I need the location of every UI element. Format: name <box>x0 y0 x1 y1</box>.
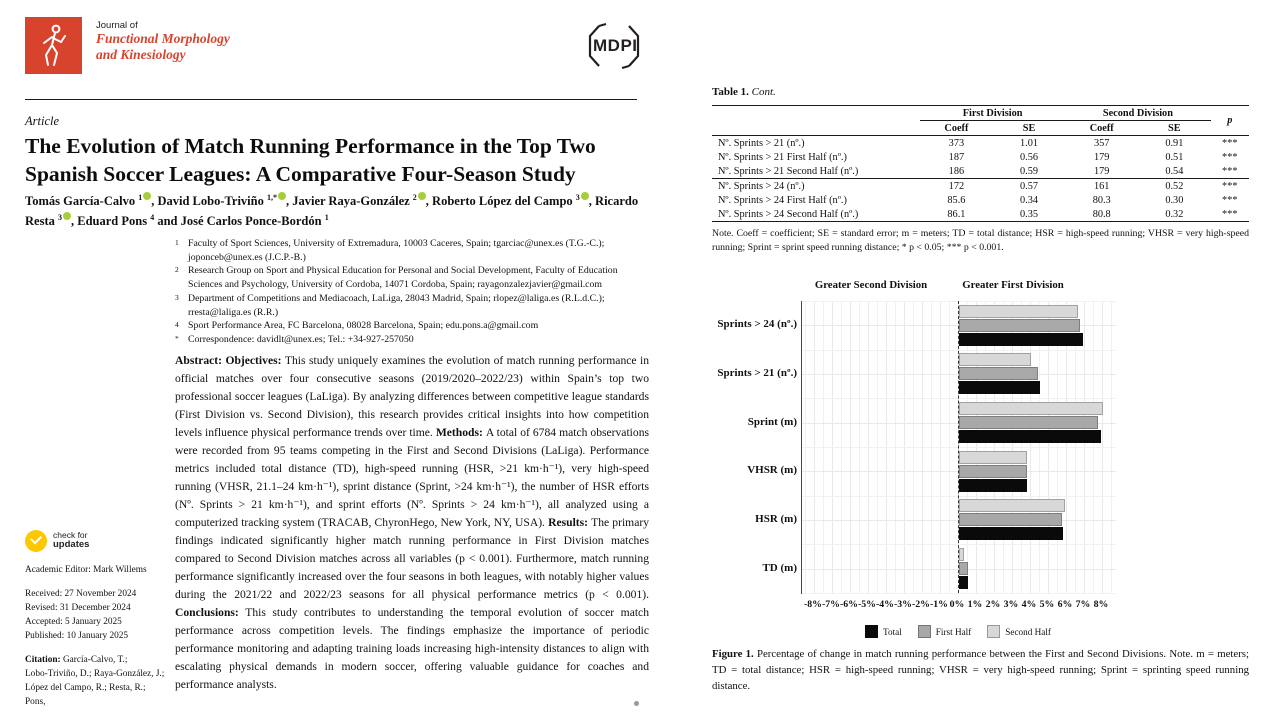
value-cell: 0.54 <box>1165 165 1184 177</box>
bar-first-half <box>959 513 1062 526</box>
x-tick-label: -4% <box>876 599 894 610</box>
value-cell: 161 <box>1065 179 1138 194</box>
citation-line: Lobo-Triviño, D.; Raya-González, J.; <box>25 668 165 679</box>
table-caption-number: Table 1. <box>712 86 749 98</box>
value-cell: *** <box>1222 151 1238 163</box>
table-row <box>712 136 1249 151</box>
legend-item-second-half <box>987 625 1051 638</box>
history-date-line: Accepted: 5 January 2025 <box>25 616 122 627</box>
figure-caption <box>712 646 1249 695</box>
legend-swatch <box>918 625 931 638</box>
category-label: TD (m) <box>762 561 797 574</box>
author-sup: 1,* <box>266 193 277 202</box>
figure-caption-text: Percentage of change in match running performance between the First and Second Divisions. Note. m = meters; TD = total distance; HSR = high-speed running; VHSR = very high-speed running; Sprint = sprinting speed running distance. <box>712 648 1250 693</box>
legend-swatch <box>865 625 878 638</box>
value-cell: 0.91 <box>1165 137 1184 149</box>
table-corner-cell <box>712 106 920 136</box>
row-label-cell: Nº. Sprints > 24 Second Half (nº.) <box>712 207 920 222</box>
table-sub-header: Coeff <box>920 121 993 136</box>
affiliation-sup: * <box>175 333 179 343</box>
history-date-line: Revised: 31 December 2024 <box>25 602 131 613</box>
value-cell: 357 <box>1093 137 1110 149</box>
affiliation-item <box>175 333 648 347</box>
x-tick-label: -7% <box>822 599 840 610</box>
abstract-label: Results: <box>548 516 592 530</box>
bar-first-half <box>959 367 1038 380</box>
page-indicator-dot <box>634 701 639 706</box>
affiliation-item <box>175 292 648 319</box>
author-sup: 3 <box>575 193 580 202</box>
x-tick-label: -8% <box>804 599 822 610</box>
table-p-header: p <box>1211 106 1249 136</box>
author-sup: 3 <box>57 212 62 222</box>
abstract-label: Conclusions: <box>175 606 246 620</box>
bar-second-half <box>959 353 1031 366</box>
table-body <box>712 136 1249 222</box>
history-date-line: Published: 10 January 2025 <box>25 630 129 641</box>
check-icon <box>25 530 47 552</box>
affiliation-sup: 1 <box>175 238 179 247</box>
citation-line: López del Campo, R.; Resta, R.; Pons, <box>25 682 146 707</box>
table-row <box>712 207 1249 222</box>
table-sub-header: SE <box>993 121 1065 136</box>
chart-header-left: Greater Second Division <box>814 279 928 291</box>
citation-label: Citation: <box>25 654 63 665</box>
legend-swatch <box>987 625 1000 638</box>
bar-first-half <box>959 465 1027 478</box>
badge-line2: updates <box>53 539 90 551</box>
value-cell: 0.34 <box>1020 194 1039 206</box>
authors-line: Tomás García-Calvo $^1$ , David Lobo-Triviño $^{1,*}$ , Javier Raya-González $^2$ , Roberto López del Campo $^3$ , Ricardo Resta $^3$ , Eduard Pons $^4$ and José Carlos Ponce-Bordón $^1$ <box>25 193 639 228</box>
article-type-label: Article <box>25 114 60 128</box>
category-label: Sprint (m) <box>747 415 797 428</box>
value-cell: *** <box>1211 179 1249 194</box>
bar-first-half <box>959 319 1080 332</box>
value-cell: *** <box>1211 207 1249 222</box>
gridline <box>802 447 1116 448</box>
row-label-cell: Nº. Sprints > 21 (nº.) <box>718 137 805 149</box>
bar-total <box>959 527 1063 540</box>
legend-item-first-half <box>918 625 971 638</box>
header-divider <box>25 99 637 100</box>
academic-editor: Academic Editor: Mark Willems <box>25 565 147 575</box>
gridline <box>802 496 1116 497</box>
results-table <box>712 105 1249 222</box>
journal-name-line1: Functional Morphology <box>96 31 230 47</box>
orcid-icon[interactable] <box>63 212 71 220</box>
x-tick-label: 7% <box>1075 599 1091 610</box>
bar-total <box>959 381 1040 394</box>
row-label-cell: Nº. Sprints > 21 Second Half (nº.) <box>718 165 859 177</box>
affiliation-text: Department of Competitions and Mediacoach, LaLiga, 28043 Madrid, Spain; rlopez@laliga.es (R.L.d.C.); rresta@laliga.es (R.R.) <box>188 292 605 318</box>
value-cell: 80.8 <box>1065 207 1138 222</box>
affiliation-text: Research Group on Sport and Physical Education for Personal and Social Development, Faculty of Education Sciences and Psychology, University of Cordoba, 14071 Cordoba, Spain; rayagonzalezjavier@gmail.com <box>188 265 618 291</box>
bar-second-half <box>959 305 1078 318</box>
category-label: Sprints > 21 (nº.) <box>717 367 797 379</box>
category-label: Sprints > 24 (nº.) <box>717 318 797 331</box>
table-group-header: Second Division <box>1065 106 1210 121</box>
sidebar-meta <box>25 530 165 709</box>
check-for-updates-badge[interactable] <box>25 530 165 552</box>
value-cell: 0.35 <box>993 207 1065 222</box>
category-label: VHSR (m) <box>747 464 797 477</box>
table-sub-header: Coeff <box>1065 121 1138 136</box>
value-cell: *** <box>1222 165 1238 177</box>
journal-title-block <box>96 21 230 63</box>
chart-header-right: Greater First Division <box>962 279 1064 291</box>
value-cell: 0.56 <box>1020 151 1039 163</box>
table-row <box>712 150 1249 164</box>
value-cell: 179 <box>1093 165 1110 177</box>
row-label-cell: Nº. Sprints > 21 First Half (nº.) <box>718 151 847 163</box>
x-tick-label: 8% <box>1093 599 1109 610</box>
gridline <box>802 350 1116 351</box>
plot-area <box>801 301 1116 594</box>
history-dates <box>25 588 165 644</box>
value-cell: 179 <box>1093 151 1110 163</box>
table-row <box>712 164 1249 179</box>
x-tick-label: -1% <box>930 599 948 610</box>
bar-total <box>959 430 1101 443</box>
value-cell: 186 <box>948 165 965 177</box>
bar-second-half <box>959 499 1065 512</box>
table-row <box>712 179 1249 194</box>
table-note: Note. Coeff = coefficient; SE = standard error; m = meters; TD = total distance; HSR = high-speed running; VHSR = very high-speed running; Sprint = sprint speed running distance; * p < 0.05; *** p < 0.001. <box>712 228 1249 254</box>
bar-total <box>959 479 1027 492</box>
author-sup: 1 <box>138 193 143 202</box>
bar-second-half <box>959 451 1027 464</box>
affiliation-text: Sport Performance Area, FC Barcelona, 08028 Barcelona, Spain; edu.pons.a@gmail.com <box>188 320 539 332</box>
value-cell: *** <box>1222 194 1238 206</box>
orcid-icon[interactable] <box>581 192 589 200</box>
affiliation-text: Correspondence: davidlt@unex.es; Tel.: +34-927-257050 <box>188 333 414 345</box>
x-tick-label: 4% <box>1021 599 1037 610</box>
affiliations-list <box>175 237 648 347</box>
history-date-line: Received: 27 November 2024 <box>25 588 137 599</box>
gridline <box>802 544 1116 545</box>
citation-block <box>25 654 165 710</box>
author-sup: 2 <box>412 193 417 202</box>
figure-1-chart <box>705 279 1165 651</box>
value-cell: 373 <box>948 137 965 149</box>
gridline <box>802 398 1116 399</box>
legend-item-total <box>865 625 902 638</box>
badge-line1: check for <box>53 530 88 541</box>
x-tick-label: -5% <box>858 599 876 610</box>
affiliation-sup: 3 <box>175 292 179 302</box>
bar-total <box>959 333 1083 346</box>
value-cell: 86.1 <box>920 207 993 222</box>
bar-first-half <box>959 562 968 575</box>
value-cell: 0.51 <box>1165 151 1184 163</box>
abstract-label: Methods: <box>435 426 486 440</box>
table-header <box>712 106 1249 136</box>
mdpi-wordmark: MDPI <box>593 36 638 55</box>
badge-label <box>53 531 89 551</box>
affiliation-item <box>175 264 648 291</box>
legend-label: First Half <box>935 626 972 637</box>
x-tick-label: 1% <box>967 599 983 610</box>
mdpi-logo <box>583 23 645 69</box>
value-cell: 85.6 <box>947 194 966 206</box>
value-cell: 0.57 <box>993 179 1065 194</box>
x-tick-label: 3% <box>1003 599 1019 610</box>
journal-name-line2: and Kinesiology <box>96 47 186 63</box>
chart-legend <box>801 625 1115 638</box>
page-title: The Evolution of Match Running Performance in the Top Two Spanish Soccer Leagues: A Comparative Four-Season Study <box>25 134 596 186</box>
value-cell: 1.01 <box>1020 137 1039 149</box>
author-sup: 4 <box>150 212 155 222</box>
bar-second-half <box>959 402 1103 415</box>
citation-line: Citation: García-Calvo, T.; <box>25 654 128 665</box>
orcid-icon[interactable] <box>418 192 426 200</box>
x-tick-label: 5% <box>1039 599 1055 610</box>
affiliation-item <box>175 237 648 264</box>
x-tick-label: -3% <box>894 599 912 610</box>
table-caption <box>712 86 1249 98</box>
table-group-header: First Division <box>920 106 1065 121</box>
journal-prefix: Journal of <box>96 20 138 31</box>
value-cell: 187 <box>948 151 965 163</box>
value-cell: *** <box>1222 137 1238 149</box>
bar-second-half <box>959 548 964 561</box>
runner-icon <box>37 23 71 69</box>
category-label: HSR (m) <box>755 513 797 525</box>
gridline <box>802 593 1116 594</box>
bar-total <box>959 576 968 589</box>
abstract-paragraph: Abstract: Objectives: This study uniquely examines the evolution of match running performance in official matches over four consecutive seasons (2019/2020–2022/23) within Spain’s top two professional soccer leagues (LaLiga). By analyzing differences between competitive league standards (First Division vs. Second Division), this research provides critical insights into how competition levels influence physical performance trends over time. Methods: A total of 6784 match observations were recorded from 95 teams competing in the First and Second Divisions (LaLiga). Performance metrics included total distance (TD), high-speed running (HSR, >21 km·h⁻¹), very high-speed running (VHSR, 21.1–24 km·h⁻¹), sprint distance (Sprint, >24 km·h⁻¹), the number of HSR efforts (Nº. Sprints > 21 km·h⁻¹), and sprint efforts (Nº. Sprints > 24 km·h⁻¹), all analyzed using a computerized tracking system (TRACAB, ChyronHego, New York, NY, USA). Results: The primary findings indicated significantly higher match running performance in First Division matches compared to Second Division matches across all variables (p < 0.001). Furthermore, match running performance significantly increased over the four seasons in both leagues, with notably higher values during the 2021/22 and 2022/23 seasons for all physical performance metrics (p < 0.001). Conclusions: This study contributes to understanding the temporal evolution of soccer match performance across competition levels. The findings emphasize the importance of periodic performance monitoring and adapting training loads increasing high-intensity distances to align with escalating physical demands in modern soccer, offering valuable guidance for coaches and performance analysts. <box>175 354 650 692</box>
orcid-icon[interactable] <box>278 192 286 200</box>
affiliation-item <box>175 319 648 333</box>
table-row <box>712 193 1249 207</box>
row-label-cell: Nº. Sprints > 24 (nº.) <box>712 179 920 194</box>
value-cell: 0.52 <box>1138 179 1210 194</box>
orcid-icon[interactable] <box>143 192 151 200</box>
x-tick-label: 0% <box>949 599 965 610</box>
table-caption-cont: Cont. <box>751 86 776 98</box>
affiliation-sup: 2 <box>175 265 179 275</box>
figure-caption-number: Figure 1. <box>712 648 754 660</box>
affiliation-sup: 4 <box>175 320 179 330</box>
value-cell: 80.3 <box>1092 194 1111 206</box>
value-cell: 0.32 <box>1138 207 1210 222</box>
legend-label: Second Half <box>1005 626 1051 637</box>
journal-logo <box>25 17 82 74</box>
abstract-label: Abstract: Objectives: <box>175 354 285 367</box>
table-header-row-groups <box>712 106 1249 121</box>
bar-first-half <box>959 416 1098 429</box>
value-cell: 0.30 <box>1165 194 1184 206</box>
x-tick-label: 2% <box>985 599 1001 610</box>
legend-label: Total <box>883 626 902 637</box>
x-tick-label: -6% <box>840 599 858 610</box>
affiliation-text: Faculty of Sport Sciences, University of Extremadura, 10003 Caceres, Spain; tgarciac@unex.es (T.G.-C.); joponceb@unex.es (J.C.P.-B.) <box>188 238 605 263</box>
table-sub-header: SE <box>1138 121 1210 136</box>
gridline <box>802 301 1116 302</box>
author-sup: 1 <box>324 212 329 222</box>
value-cell: 172 <box>920 179 993 194</box>
x-tick-label: 6% <box>1057 599 1073 610</box>
value-cell: 0.59 <box>1020 165 1039 177</box>
x-tick-label: -2% <box>912 599 930 610</box>
row-label-cell: Nº. Sprints > 24 First Half (nº.) <box>718 194 847 206</box>
table-1-block <box>712 86 1249 255</box>
